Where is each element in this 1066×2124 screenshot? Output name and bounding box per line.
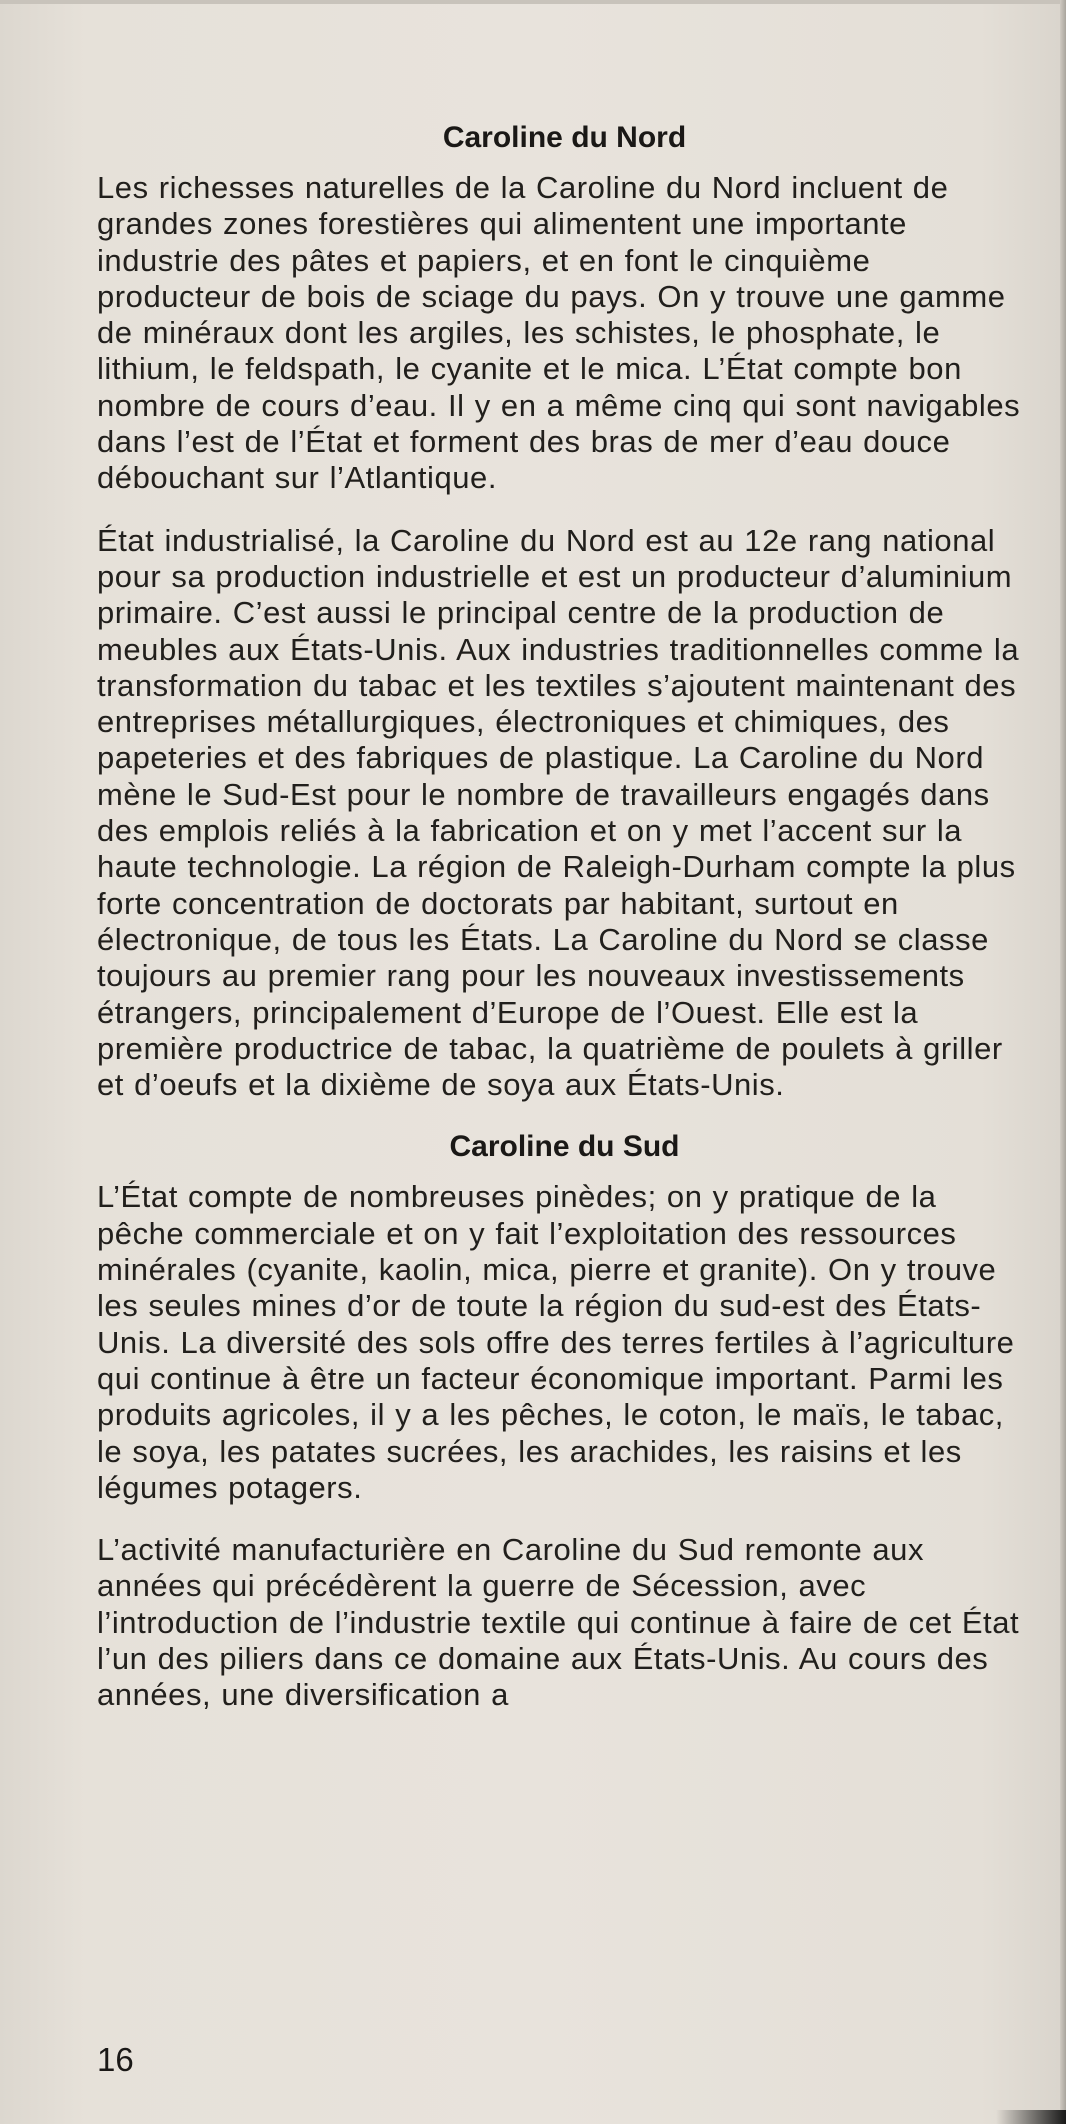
page-right-edge <box>1060 0 1066 2124</box>
paragraph-sc-manufacturing: L’activité manufacturière en Caroline du Sud remonte aux années qui précédèrent la guerre de Sécession, avec l’introduction de l’industrie textile qui continue à faire de cet État l’un des piliers dans ce domaine aux États-Unis. Au cours des années, une diversification a <box>97 1532 1020 1713</box>
paragraph-sc-resources: L’État compte de nombreuses pinèdes; on y pratique de la pêche commerciale et on y fait l’exploitation des ressources minérales (cyanite, kaolin, mica, pierre et granite). On y trouve les seules mines d’or de toute la région du sud-est des États-Unis. La diversité des sols offre des terres fertiles à l’agriculture qui continue à être un facteur économique important. Parmi les produits agricoles, il y a les pêches, le coton, le maïs, le tabac, le soya, les patates sucrées, les arachides, les raisins et les légumes potagers. <box>97 1179 1015 1505</box>
paragraph-nc-industry: État industrialisé, la Caroline du Nord est au 12e rang national pour sa production industrielle et est un producteur d’aluminium primaire. C’est aussi le principal centre de la production de meubles aux États-Unis. Aux industries traditionnelles comme la transformation du tabac et les textiles s’ajoutent maintenant des entreprises métallurgiques, électroniques et chimiques, des papeteries et des fabriques de plastique. La Caroline du Nord mène le Sud-Est pour le nombre de travailleurs engagés dans des emplois reliés à la fabrication et on y met l’accent sur la haute technologie. La région de Raleigh-Durham compte la plus forte concentration de doctorats par habitant, surtout en électronique, de tous les États. La Caroline du Nord se classe toujours au premier rang pour les nouveaux investissements étrangers, principalement d’Europe de l’Ouest. Elle est la première productrice de tabac, la quatrième de poulets à griller et d’oeufs et la dixième de soya aux États-Unis. <box>97 522 1020 1103</box>
page-top-edge <box>0 0 1066 4</box>
section-title-north-carolina: Caroline du Nord <box>442 121 687 154</box>
paragraph-nc-resources: Les richesses naturelles de la Caroline du Nord incluent de grandes zones forestières qui alimentent une importante industrie des pâtes et papiers, et en font le cinquième producteur de bois de sciage du pays. On y trouve une gamme de minéraux dont les argiles, les schistes, le phosphate, le lithium, le feldspath, le cyanite et le mica. L’État compte bon nombre de cours d’eau. Il y en a même cinq qui sont navigables dans l’est de l’État et forment des bras de mer d’eau douce débouchant sur l’Atlantique. <box>97 170 1021 496</box>
page-corner-shadow <box>996 2110 1066 2124</box>
page-number: 16 <box>97 2041 134 2078</box>
section-title-south-carolina: Caroline du Sud <box>449 1130 680 1164</box>
text-column <box>97 120 1032 1740</box>
